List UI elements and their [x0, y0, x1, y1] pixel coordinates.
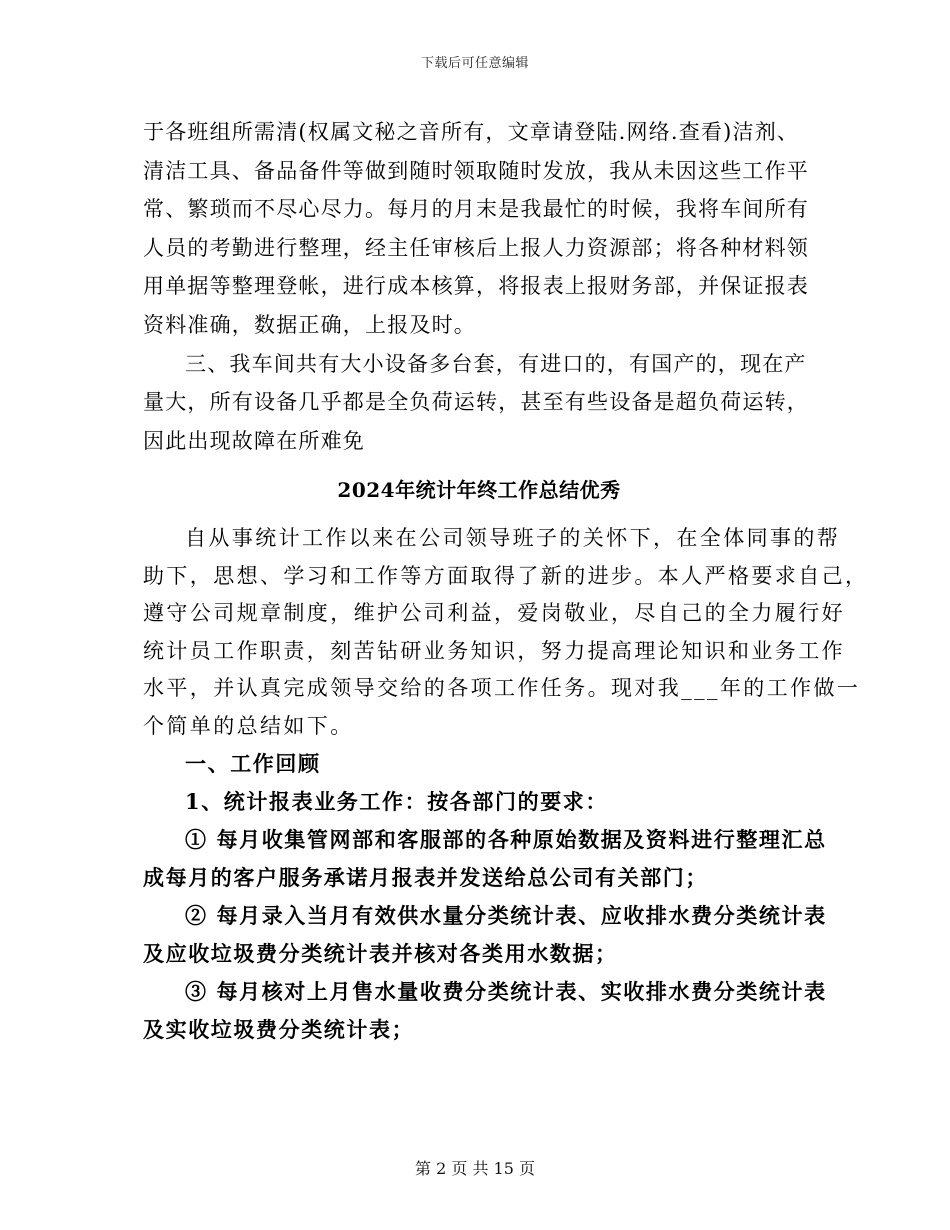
text-line: ③ 每月核对上月售水量收费分类统计表、实收排水费分类统计表 — [185, 979, 827, 1005]
text-line: 量大，所有设备几乎都是全负荷运转，甚至有些设备是超负荷运转， — [143, 390, 809, 415]
text-line: 资料准确，数据正确，上报及时。 — [143, 312, 476, 337]
text-line: 助下，思想、学习和工作等方面取得了新的进步。本人严格要求自己， — [143, 563, 869, 588]
text-line: 水平，并认真完成领导交给的各项工作任务。现对我___年的工作做一 — [143, 676, 861, 701]
text-line: 个简单的总结如下。 — [143, 713, 354, 738]
text-line: 三、我车间共有大小设备多台套，有进口的，有国产的，现在产 — [185, 351, 807, 376]
text-line: ② 每月录入当月有效供水量分类统计表、应收排水费分类统计表 — [185, 903, 827, 929]
text-line: 清洁工具、备品备件等做到随时领取随时发放，我从未因这些工作平 — [143, 158, 809, 183]
text-line: 成每月的客户服务承诺月报表并发送给总公司有关部门； — [143, 865, 708, 891]
text-line: 于各班组所需清(权属文秘之音所有，文章请登陆.网络.查看)洁剂、 — [143, 120, 800, 144]
text-line: 及实收垃圾费分类统计表； — [143, 1017, 415, 1043]
paragraph-equipment — [143, 345, 815, 461]
text-line: 常、繁琐而不尽心尽力。每月的月末是我最忙的时候，我将车间所有 — [143, 197, 809, 222]
paragraph-continued — [143, 113, 815, 345]
paragraph-intro — [143, 520, 869, 745]
text-line: 自从事统计工作以来在公司领导班子的关怀下，在全体同事的帮 — [185, 526, 841, 551]
list-item — [143, 973, 827, 1049]
text-line: 因此出现故障在所难免 — [143, 428, 365, 453]
text-line: 遵守公司规章制度，维护公司利益，爱岗敬业，尽自己的全力履行好 — [143, 601, 845, 626]
text-line: ① 每月收集管网部和客服部的各种原始数据及资料进行整理汇总 — [185, 827, 827, 853]
page-footer: 第 2 页 共 15 页 — [415, 1159, 535, 1178]
text-line: 统计员工作职责，刻苦钻研业务知识，努力提高理论知识和业务工作 — [143, 638, 845, 663]
work-review-section — [143, 745, 827, 1049]
subsection-heading: 1、统计报表业务工作：按各部门的要求： — [185, 789, 609, 815]
text-line: 及应收垃圾费分类统计表并核对各类用水数据； — [143, 941, 618, 967]
section-heading: 一、工作回顾 — [185, 751, 321, 777]
text-line: 人员的考勤进行整理，经主任审核后上报人力资源部；将各种材料领 — [143, 235, 809, 260]
list-item — [143, 897, 827, 973]
page-header: 下载后可任意编辑 — [420, 56, 529, 71]
list-item — [143, 821, 827, 897]
text-line: 用单据等整理登帐，进行成本核算，将报表上报财务部，并保证报表 — [143, 274, 809, 299]
document-title: 2024年统计年终工作总结优秀 — [337, 478, 621, 503]
document-body — [143, 113, 869, 1049]
